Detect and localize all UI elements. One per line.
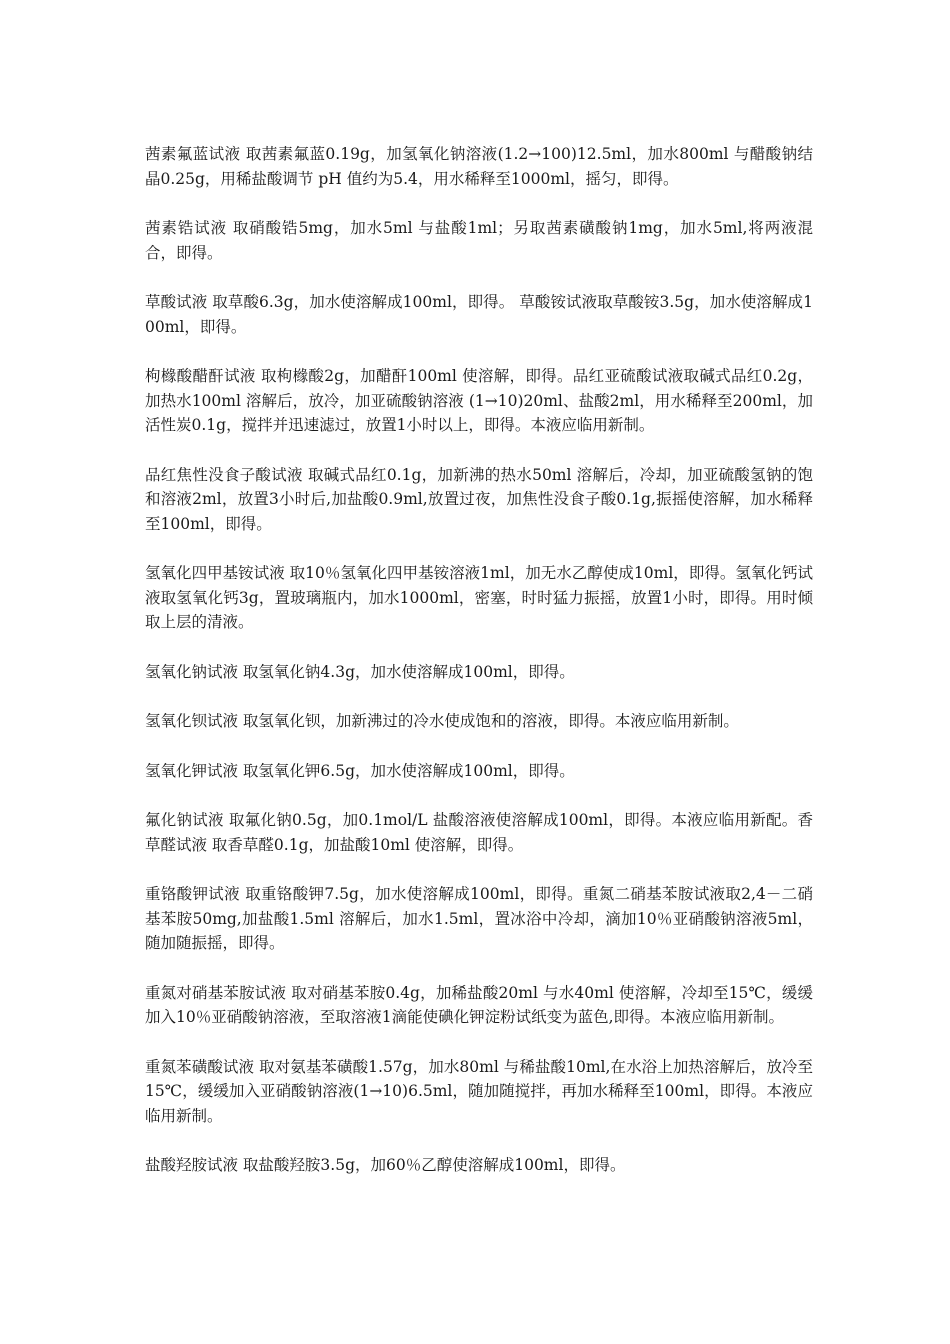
paragraph-oxalic-acid: 草酸试液 取草酸6.3g，加水使溶解成100ml，即得。 草酸铵试液取草酸铵3.5g，加水使溶解成100ml，即得。 xyxy=(145,293,813,336)
paragraph-alizarin-fluorine-blue: 茜素氟蓝试液 取茜素氟蓝0.19g，加氢氧化钠溶液(1.2→100)12.5ml，加水800ml 与醋酸钠结晶0.25g，用稀盐酸调节 pH 值约为5.4，用水稀释至1000ml，摇匀，即得。 xyxy=(145,145,813,188)
paragraph-tetramethylammonium-hydroxide: 氢氧化四甲基铵试液 取10％氢氧化四甲基铵溶液1ml，加无水乙醇使成10ml，即得。氢氧化钙试液取氢氧化钙3g，置玻璃瓶内，加水1000ml，密塞，时时猛力振摇，放置1小时，即得。用时倾取上层的清液。 xyxy=(145,564,813,631)
paragraph-potassium-hydroxide: 氢氧化钾试液 取氢氧化钾6.5g，加水使溶解成100ml，即得。 xyxy=(145,761,575,780)
paragraph-diazo-nitroaniline: 重氮对硝基苯胺试液 取对硝基苯胺0.4g，加稀盐酸20ml 与水40ml 使溶解，冷却至15℃，缓缓加入10％亚硝酸钠溶液，至取溶液1滴能使碘化钾淀粉试纸变为蓝色,即得。本液应临用新制。 xyxy=(145,983,813,1026)
paragraph-sodium-hydroxide: 氢氧化钠试液 取氢氧化钠4.3g，加水使溶解成100ml，即得。 xyxy=(145,662,575,681)
paragraph-barium-hydroxide: 氢氧化钡试液 取氢氧化钡，加新沸过的冷水使成饱和的溶液，即得。本液应临用新制。 xyxy=(145,712,739,730)
paragraph-potassium-dichromate: 重铬酸钾试液 取重铬酸钾7.5g，加水使溶解成100ml，即得。重氮二硝基苯胺试液取2,4－二硝基苯胺50mg,加盐酸1.5ml 溶解后，加水1.5ml，置冰浴中冷却，滴加10％亚硝酸钠溶液5ml，随加随振摇，即得。 xyxy=(145,885,813,952)
paragraph-diazobenzenesulfonic-acid: 重氮苯磺酸试液 取对氨基苯磺酸1.57g，加水80ml 与稀盐酸10ml,在水浴上加热溶解后，放冷至15℃，缓缓加入亚硝酸钠溶液(1→10)6.5ml，随加随搅拌，再加水稀释至100ml，即得。本液应临用新制。 xyxy=(145,1057,813,1125)
document-body xyxy=(145,142,813,1203)
paragraph-citric-acid-acetic-anhydride: 枸橼酸醋酐试液 取枸橼酸2g，加醋酐100ml 使溶解，即得。品红亚硫酸试液取碱式品红0.2g，加热水100ml 溶解后，放冷，加亚硫酸钠溶液 (1→10)20ml、盐酸2ml，用水稀释至200ml，加活性炭0.1g，搅拌并迅速滤过，放置1小时以上，即得。本液应临用新制。 xyxy=(145,367,813,434)
paragraph-sodium-fluoride: 氟化钠试液 取氟化钠0.5g，加0.1mol/L 盐酸溶液使溶解成100ml，即得。本液应临用新配。香草醛试液 取香草醛0.1g，加盐酸10ml 使溶解，即得。 xyxy=(145,811,813,854)
paragraph-hydroxylamine-hydrochloride: 盐酸羟胺试液 取盐酸羟胺3.5g，加60％乙醇使溶解成100ml，即得。 xyxy=(145,1156,626,1174)
paragraph-alizarin-zirconium: 茜素锆试液 取硝酸锆5mg，加水5ml 与盐酸1ml；另取茜素磺酸钠1mg，加水5ml,将两液混合，即得。 xyxy=(145,219,813,262)
paragraph-fuchsin-pyrogallol: 品红焦性没食子酸试液 取碱式品红0.1g，加新沸的热水50ml 溶解后，冷却，加亚硫酸氢钠的饱和溶液2ml，放置3小时后,加盐酸0.9ml,放置过夜，加焦性没食子酸0.1g,振摇使溶解，加水稀释至100ml，即得。 xyxy=(145,465,813,533)
